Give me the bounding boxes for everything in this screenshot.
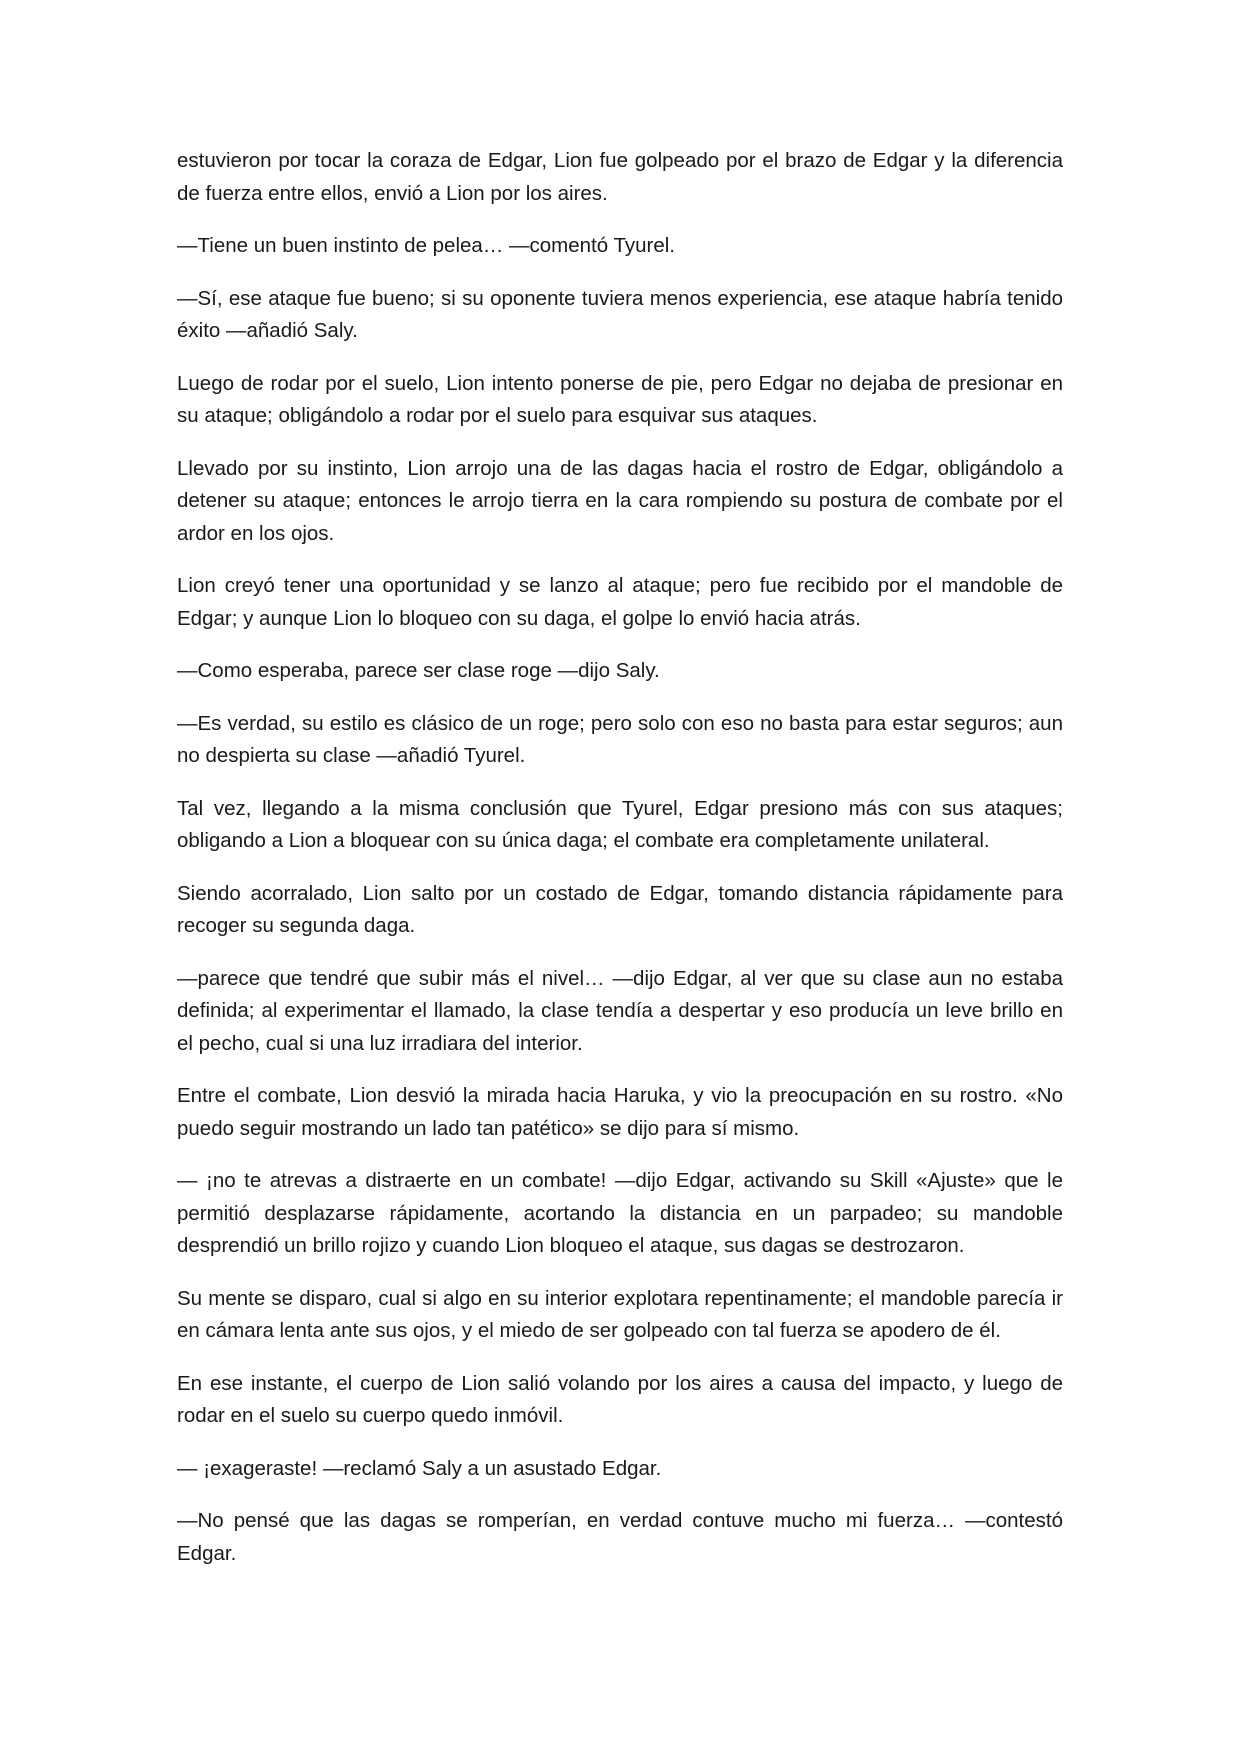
paragraph: Llevado por su instinto, Lion arrojo una de las dagas hacia el rostro de Edgar, obligándolo a detener su ataque; entonces le arrojo tierra en la cara rompiendo su postura de combate por el ardor en los ojos. xyxy=(177,456,1063,545)
paragraph: Entre el combate, Lion desvió la mirada hacia Haruka, y vio la preocupación en su rostro. «No puedo seguir mostrando un lado tan patético» se dijo para sí mismo. xyxy=(177,1084,1063,1140)
paragraph: —Sí, ese ataque fue bueno; si su oponente tuviera menos experiencia, ese ataque habría tenido éxito —añadió Saly. xyxy=(177,286,1063,342)
paragraph: Su mente se disparo, cual si algo en su interior explotara repentinamente; el mandoble parecía ir en cámara lenta ante sus ojos, y el miedo de ser golpeado con tal fuerza se apodero de él. xyxy=(177,1286,1063,1342)
paragraph: —Como esperaba, parece ser clase roge —dijo Saly. xyxy=(177,659,660,682)
paragraph: — ¡no te atrevas a distraerte en un combate! —dijo Edgar, activando su Skill «Ajuste» que le permitió desplazarse rápidamente, acortando la distancia en un parpadeo; su mandoble desprendió un brillo rojizo y cuando Lion bloqueo el ataque, sus dagas se destrozaron. xyxy=(177,1169,1063,1257)
paragraph: Tal vez, llegando a la misma conclusión que Tyurel, Edgar presiono más con sus ataques; obligando a Lion a bloquear con su única daga; el combate era completamente unilateral. xyxy=(177,796,1063,852)
paragraph: Lion creyó tener una oportunidad y se lanzo al ataque; pero fue recibido por el mandoble de Edgar; y aunque Lion lo bloqueo con su daga, el golpe lo envió hacia atrás. xyxy=(177,574,1063,630)
paragraph: Luego de rodar por el suelo, Lion intento ponerse de pie, pero Edgar no dejaba de presionar en su ataque; obligándolo a rodar por el suelo para esquivar sus ataques. xyxy=(177,371,1063,427)
paragraph: estuvieron por tocar la coraza de Edgar, Lion fue golpeado por el brazo de Edgar y la diferencia de fuerza entre ellos, envió a Lion por los aires. xyxy=(177,149,1063,205)
paragraph: —parece que tendré que subir más el nivel… —dijo Edgar, al ver que su clase aun no estaba definida; al experimentar el llamado, la clase tendía a despertar y eso producía un leve brillo en el pecho, cual si una luz irradiara del interior. xyxy=(177,966,1063,1055)
paragraph: En ese instante, el cuerpo de Lion salió volando por los aires a causa del impacto, y luego de rodar en el suelo su cuerpo quedo inmóvil. xyxy=(177,1371,1063,1427)
paragraph: —Tiene un buen instinto de pelea… —comentó Tyurel. xyxy=(177,234,675,257)
paragraph: — ¡exageraste! —reclamó Saly a un asustado Edgar. xyxy=(177,1456,662,1480)
document-body xyxy=(177,145,1063,1590)
paragraph: —Es verdad, su estilo es clásico de un roge; pero solo con eso no basta para estar seguros; aun no despierta su clase —añadió Tyurel. xyxy=(177,711,1063,767)
paragraph: —No pensé que las dagas se romperían, en verdad contuve mucho mi fuerza… —contestó Edgar. xyxy=(177,1509,1063,1565)
paragraph: Siendo acorralado, Lion salto por un costado de Edgar, tomando distancia rápidamente para recoger su segunda daga. xyxy=(177,881,1063,937)
